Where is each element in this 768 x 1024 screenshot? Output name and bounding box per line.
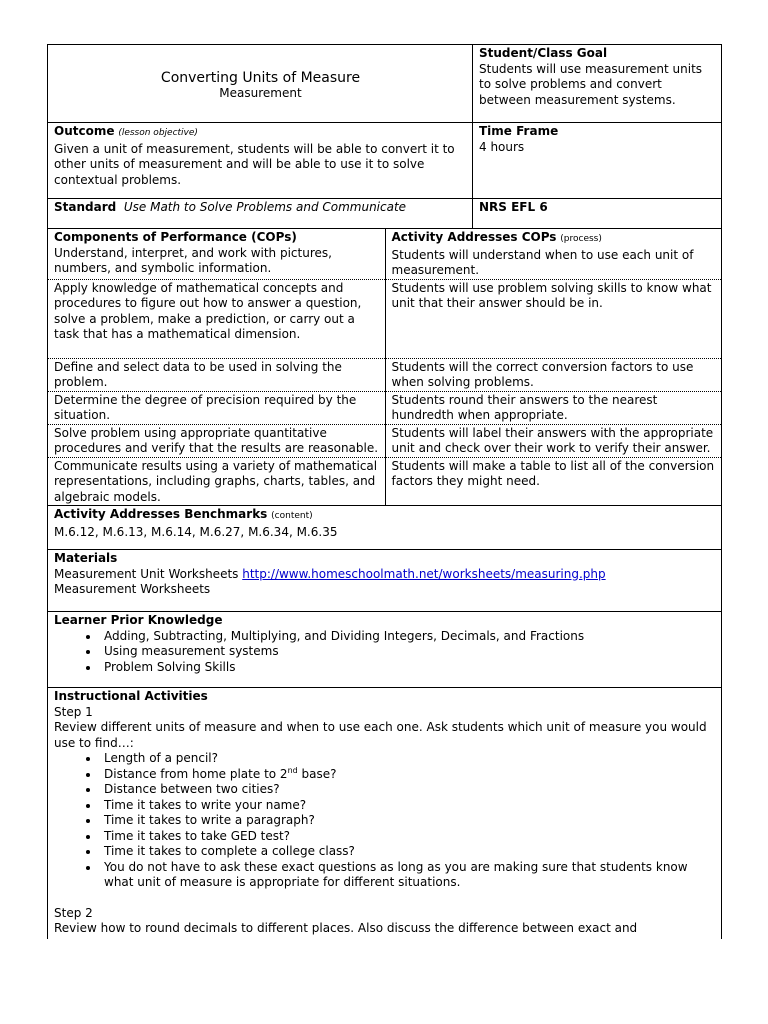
- cops-row: [48, 391, 721, 424]
- outcome-label: Outcome: [54, 124, 115, 138]
- worksheets-link[interactable]: http://www.homeschoolmath.net/worksheets/measuring.php: [242, 566, 606, 581]
- materials-line-2: Measurement Worksheets: [54, 582, 211, 596]
- cops-row: [48, 457, 721, 505]
- goal-label: Student/Class Goal: [479, 46, 608, 60]
- list-item: • You do not have to ask these exact questions as long as you are making sure that students know what unit of measure is appropriate for different situations.: [100, 860, 716, 891]
- prior-knowledge-label: Learner Prior Knowledge: [54, 613, 223, 627]
- materials-cell: [48, 550, 722, 612]
- nrs-cell: [473, 199, 722, 229]
- activity-cops-qualifier: (process): [560, 234, 602, 244]
- list-item: • Problem Solving Skills: [100, 660, 716, 676]
- activity-cops-header: Activity Addresses COPs: [391, 230, 557, 244]
- title-cell: [48, 45, 473, 123]
- outcome-cell: [48, 123, 473, 199]
- activity-text: Students will understand when to use each unit of measurement.: [391, 247, 694, 277]
- benchmarks-text: M.6.12, M.6.13, M.6.14, M.6.27, M.6.34, M.6.35: [54, 524, 338, 539]
- list-item: • Adding, Subtracting, Multiplying, and Dividing Integers, Decimals, and Fractions: [100, 629, 716, 645]
- nrs-level: NRS EFL 6: [479, 200, 548, 214]
- list-item: • Distance between two cities?: [100, 782, 716, 798]
- list-item: • Time it takes to take GED test?: [100, 829, 716, 845]
- standard-label: Standard: [54, 200, 117, 214]
- cops-row: [48, 358, 721, 391]
- spacer: [54, 891, 716, 906]
- lesson-plan-page: [47, 44, 721, 944]
- lesson-plan-table: [47, 44, 722, 939]
- activity-text: Students will use problem solving skills to know what unit that their answer should be in.: [385, 279, 721, 358]
- cops-header: Components of Performance (COPs): [54, 230, 297, 244]
- cop-text: Communicate results using a variety of mathematical representations, including graphs, charts, tables, and algebraic models.: [48, 457, 385, 505]
- time-frame-value: 4 hours: [479, 139, 525, 154]
- standard-cell: [48, 199, 473, 229]
- cops-table: [48, 229, 721, 505]
- activity-text: Students will make a table to list all of the conversion factors they might need.: [385, 457, 721, 505]
- list-item-text: Distance from home plate to 2: [104, 766, 288, 781]
- step-1-text: Review different units of measure and when to use each one. Ask students which unit of measure you would use to find…:: [54, 720, 707, 750]
- outcome-text: Given a unit of measurement, students will be able to convert it to other units of measurement and will be able to use it to solve contextual problems.: [54, 141, 455, 187]
- outcome-qualifier: (lesson objective): [118, 128, 198, 138]
- cop-text: Define and select data to be used in solving the problem.: [48, 358, 385, 391]
- instructional-label: Instructional Activities: [54, 689, 208, 703]
- benchmarks-qualifier: (content): [271, 511, 313, 521]
- cop-text: Understand, interpret, and work with pictures, numbers, and symbolic information.: [54, 245, 332, 275]
- page-subtitle: Measurement: [219, 86, 302, 100]
- cops-section: [48, 229, 722, 506]
- standard-text: Use Math to Solve Problems and Communicate: [123, 200, 407, 214]
- time-frame-cell: [473, 123, 722, 199]
- step-1-list: [54, 751, 716, 891]
- list-item: • Time it takes to write your name?: [100, 798, 716, 814]
- activity-text: Students will label their answers with the appropriate unit and check over their work to verify their answer.: [385, 424, 721, 457]
- time-frame-label: Time Frame: [479, 124, 559, 138]
- benchmarks-label: Activity Addresses Benchmarks: [54, 507, 268, 521]
- activity-text: Students will the correct conversion factors to use when solving problems.: [385, 358, 721, 391]
- list-item: • Length of a pencil?: [100, 751, 716, 767]
- instructional-cell: [48, 688, 722, 939]
- cops-right-cell: [385, 229, 721, 279]
- cop-text: Determine the degree of precision required by the situation.: [48, 391, 385, 424]
- ordinal-suffix: nd: [287, 765, 298, 775]
- list-item: • Time it takes to complete a college class?: [100, 844, 716, 860]
- list-item: [100, 767, 716, 783]
- list-item-text: base?: [297, 766, 337, 781]
- list-item: • Time it takes to write a paragraph?: [100, 813, 716, 829]
- step-1-label: Step 1: [54, 704, 93, 719]
- list-item: • Using measurement systems: [100, 644, 716, 660]
- page-title: Converting Units of Measure: [160, 69, 361, 86]
- cop-text: Solve problem using appropriate quantitative procedures and verify that the results are reasonable.: [48, 424, 385, 457]
- prior-knowledge-list: [54, 629, 716, 676]
- materials-label: Materials: [54, 551, 118, 565]
- cop-text: Apply knowledge of mathematical concepts and procedures to figure out how to answer a question, solve a problem, make a prediction, or carry out a task that has a mathematical dimension.: [48, 279, 385, 358]
- cops-row: [48, 424, 721, 457]
- prior-knowledge-cell: [48, 612, 722, 688]
- cops-row: [48, 229, 721, 279]
- materials-item-text: Measurement Unit Worksheets: [54, 566, 239, 581]
- cops-left-cell: [48, 229, 385, 279]
- step-2-text: Review how to round decimals to different places. Also discuss the difference between exact and: [54, 921, 638, 935]
- activity-text: Students round their answers to the nearest hundredth when appropriate.: [385, 391, 721, 424]
- goal-text: Students will use measurement units to solve problems and convert between measurement systems.: [479, 61, 703, 107]
- cops-row: [48, 279, 721, 358]
- step-2-label: Step 2: [54, 905, 93, 920]
- materials-line-1: [54, 567, 716, 583]
- goal-cell: [473, 45, 722, 123]
- benchmarks-cell: [48, 506, 722, 550]
